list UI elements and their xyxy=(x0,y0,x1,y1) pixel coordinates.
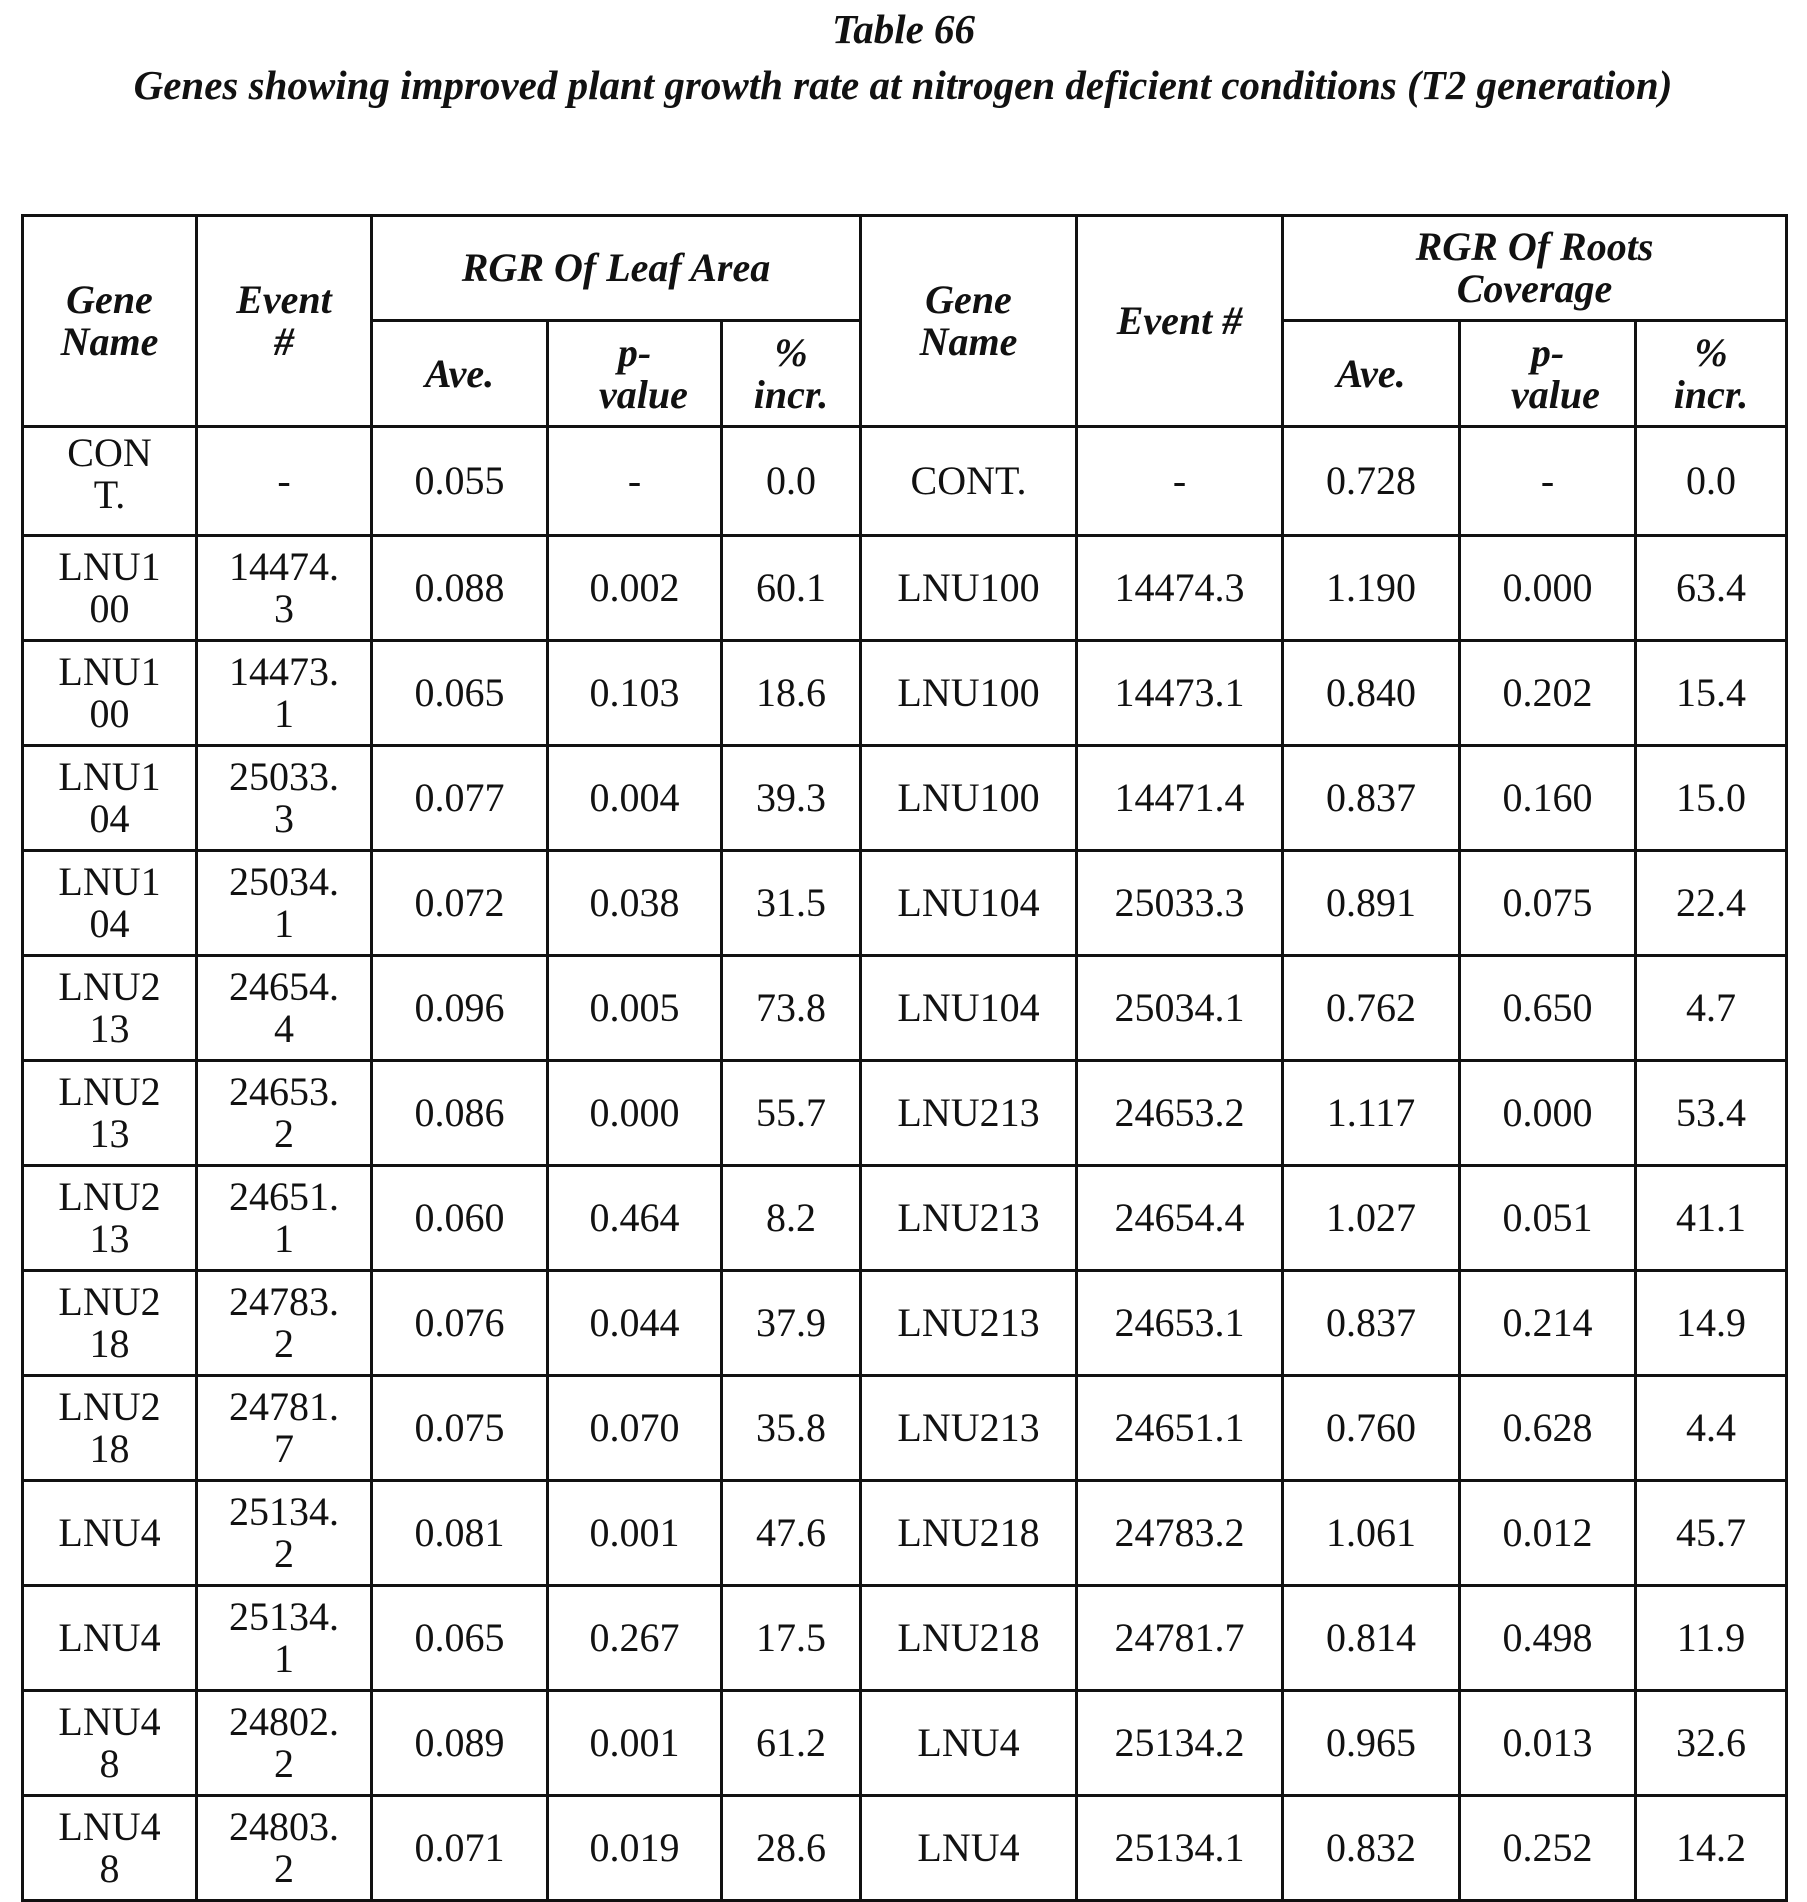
cell-pvalue-leaf: - xyxy=(548,427,722,536)
table-caption: Genes showing improved plant growth rate at nitrogen deficient conditions (T2 generation) xyxy=(53,58,1753,113)
cell-pvalue-leaf: 0.001 xyxy=(548,1481,722,1586)
cell-gene-name-right: LNU100 xyxy=(861,536,1077,641)
cell-gene-name-left: LNU104 xyxy=(23,746,197,851)
cell-event-right: 14474.3 xyxy=(1077,536,1283,641)
table-row xyxy=(23,1691,1787,1796)
cell-pvalue-roots: 0.075 xyxy=(1460,851,1636,956)
cell-gene-name-left: LNU218 xyxy=(23,1271,197,1376)
cell-pvalue-leaf: 0.044 xyxy=(548,1271,722,1376)
cell-pvalue-roots: 0.202 xyxy=(1460,641,1636,746)
table-row xyxy=(23,536,1787,641)
cell-incr-leaf: 73.8 xyxy=(722,956,861,1061)
cell-incr-roots: 14.9 xyxy=(1636,1271,1787,1376)
cell-pvalue-leaf: 0.103 xyxy=(548,641,722,746)
cell-pvalue-leaf: 0.004 xyxy=(548,746,722,851)
table-row xyxy=(23,1376,1787,1481)
cell-ave-leaf: 0.076 xyxy=(372,1271,548,1376)
cell-event-right: 24653.1 xyxy=(1077,1271,1283,1376)
cell-gene-name-right: CONT. xyxy=(861,427,1077,536)
header-gene-name-left: Gene Name xyxy=(23,216,197,427)
cell-event-left: 25033.3 xyxy=(197,746,372,851)
table-row xyxy=(23,641,1787,746)
cell-event-left: 24802.2 xyxy=(197,1691,372,1796)
cell-incr-leaf: 18.6 xyxy=(722,641,861,746)
cell-event-left: 24651.1 xyxy=(197,1166,372,1271)
cell-ave-roots: 1.061 xyxy=(1283,1481,1460,1586)
cell-ave-leaf: 0.077 xyxy=(372,746,548,851)
cell-incr-leaf: 17.5 xyxy=(722,1586,861,1691)
cell-incr-roots: 15.4 xyxy=(1636,641,1787,746)
cell-ave-roots: 1.027 xyxy=(1283,1166,1460,1271)
cell-incr-roots: 4.7 xyxy=(1636,956,1787,1061)
cell-gene-name-left: LNU48 xyxy=(23,1691,197,1796)
table-row xyxy=(23,746,1787,851)
cell-ave-roots: 0.728 xyxy=(1283,427,1460,536)
cell-pvalue-leaf: 0.464 xyxy=(548,1166,722,1271)
header-pvalue-leaf: p-value xyxy=(548,321,722,427)
cell-gene-name-left: LNU213 xyxy=(23,956,197,1061)
cell-incr-leaf: 31.5 xyxy=(722,851,861,956)
cell-gene-name-left: CONT. xyxy=(23,427,197,536)
table-row xyxy=(23,1061,1787,1166)
cell-incr-roots: 32.6 xyxy=(1636,1691,1787,1796)
table-row xyxy=(23,956,1787,1061)
cell-pvalue-leaf: 0.019 xyxy=(548,1796,722,1901)
header-rgr-leaf-area: RGR Of Leaf Area xyxy=(372,216,861,321)
cell-gene-name-left: LNU213 xyxy=(23,1166,197,1271)
header-incr-leaf: % incr. xyxy=(722,321,861,427)
cell-event-left: 14473.1 xyxy=(197,641,372,746)
cell-incr-leaf: 0.0 xyxy=(722,427,861,536)
cell-gene-name-right: LNU213 xyxy=(861,1166,1077,1271)
cell-ave-leaf: 0.055 xyxy=(372,427,548,536)
cell-ave-leaf: 0.071 xyxy=(372,1796,548,1901)
cell-pvalue-roots: 0.000 xyxy=(1460,536,1636,641)
cell-pvalue-roots: 0.214 xyxy=(1460,1271,1636,1376)
cell-event-right: 24651.1 xyxy=(1077,1376,1283,1481)
cell-incr-roots: 14.2 xyxy=(1636,1796,1787,1901)
table-row xyxy=(23,851,1787,956)
cell-pvalue-leaf: 0.002 xyxy=(548,536,722,641)
cell-ave-roots: 0.814 xyxy=(1283,1586,1460,1691)
cell-ave-roots: 1.117 xyxy=(1283,1061,1460,1166)
table-row xyxy=(23,1271,1787,1376)
cell-ave-roots: 0.832 xyxy=(1283,1796,1460,1901)
table-title: Table 66 xyxy=(0,2,1807,57)
cell-ave-leaf: 0.089 xyxy=(372,1691,548,1796)
cell-event-right: 24653.2 xyxy=(1077,1061,1283,1166)
cell-pvalue-leaf: 0.267 xyxy=(548,1586,722,1691)
cell-event-left: 14474.3 xyxy=(197,536,372,641)
cell-event-left: 24781.7 xyxy=(197,1376,372,1481)
cell-gene-name-left: LNU4 xyxy=(23,1586,197,1691)
cell-ave-roots: 0.760 xyxy=(1283,1376,1460,1481)
cell-gene-name-right: LNU100 xyxy=(861,641,1077,746)
cell-event-left: 24783.2 xyxy=(197,1271,372,1376)
cell-incr-leaf: 28.6 xyxy=(722,1796,861,1901)
cell-gene-name-left: LNU4 xyxy=(23,1481,197,1586)
table-row xyxy=(23,427,1787,536)
header-event-left: Event # xyxy=(197,216,372,427)
header-pvalue-roots: p-value xyxy=(1460,321,1636,427)
cell-incr-roots: 22.4 xyxy=(1636,851,1787,956)
cell-event-left: 25134.1 xyxy=(197,1586,372,1691)
cell-pvalue-roots: 0.051 xyxy=(1460,1166,1636,1271)
cell-incr-leaf: 55.7 xyxy=(722,1061,861,1166)
cell-pvalue-leaf: 0.000 xyxy=(548,1061,722,1166)
cell-ave-leaf: 0.088 xyxy=(372,536,548,641)
cell-event-right: 25134.2 xyxy=(1077,1691,1283,1796)
cell-incr-roots: 11.9 xyxy=(1636,1586,1787,1691)
cell-ave-leaf: 0.060 xyxy=(372,1166,548,1271)
cell-gene-name-right: LNU213 xyxy=(861,1376,1077,1481)
cell-incr-roots: 63.4 xyxy=(1636,536,1787,641)
cell-pvalue-roots: 0.252 xyxy=(1460,1796,1636,1901)
cell-ave-leaf: 0.086 xyxy=(372,1061,548,1166)
cell-incr-roots: 0.0 xyxy=(1636,427,1787,536)
cell-event-left: 24654.4 xyxy=(197,956,372,1061)
cell-ave-leaf: 0.065 xyxy=(372,1586,548,1691)
cell-event-left: 24803.2 xyxy=(197,1796,372,1901)
cell-gene-name-left: LNU218 xyxy=(23,1376,197,1481)
cell-gene-name-left: LNU104 xyxy=(23,851,197,956)
cell-gene-name-left: LNU213 xyxy=(23,1061,197,1166)
cell-incr-leaf: 8.2 xyxy=(722,1166,861,1271)
cell-gene-name-right: LNU213 xyxy=(861,1061,1077,1166)
cell-ave-roots: 0.837 xyxy=(1283,746,1460,851)
cell-incr-roots: 4.4 xyxy=(1636,1376,1787,1481)
cell-gene-name-right: LNU218 xyxy=(861,1481,1077,1586)
cell-event-right: 25034.1 xyxy=(1077,956,1283,1061)
cell-incr-leaf: 35.8 xyxy=(722,1376,861,1481)
cell-incr-roots: 15.0 xyxy=(1636,746,1787,851)
cell-ave-roots: 0.891 xyxy=(1283,851,1460,956)
cell-incr-roots: 45.7 xyxy=(1636,1481,1787,1586)
cell-gene-name-right: LNU213 xyxy=(861,1271,1077,1376)
table-row xyxy=(23,1481,1787,1586)
cell-pvalue-roots: 0.498 xyxy=(1460,1586,1636,1691)
cell-event-left: 25134.2 xyxy=(197,1481,372,1586)
cell-gene-name-right: LNU4 xyxy=(861,1691,1077,1796)
cell-pvalue-roots: 0.012 xyxy=(1460,1481,1636,1586)
cell-ave-leaf: 0.075 xyxy=(372,1376,548,1481)
cell-gene-name-right: LNU104 xyxy=(861,851,1077,956)
cell-pvalue-roots: 0.650 xyxy=(1460,956,1636,1061)
cell-pvalue-roots: 0.013 xyxy=(1460,1691,1636,1796)
cell-gene-name-left: LNU100 xyxy=(23,536,197,641)
cell-event-left: 25034.1 xyxy=(197,851,372,956)
cell-incr-roots: 41.1 xyxy=(1636,1166,1787,1271)
cell-ave-roots: 0.762 xyxy=(1283,956,1460,1061)
cell-gene-name-right: LNU4 xyxy=(861,1796,1077,1901)
cell-event-right: - xyxy=(1077,427,1283,536)
cell-incr-leaf: 60.1 xyxy=(722,536,861,641)
cell-gene-name-left: LNU48 xyxy=(23,1796,197,1901)
cell-incr-roots: 53.4 xyxy=(1636,1061,1787,1166)
cell-pvalue-leaf: 0.038 xyxy=(548,851,722,956)
cell-event-left: - xyxy=(197,427,372,536)
header-ave-leaf: Ave. xyxy=(372,321,548,427)
header-gene-name-right: Gene Name xyxy=(861,216,1077,427)
cell-ave-leaf: 0.072 xyxy=(372,851,548,956)
cell-ave-leaf: 0.065 xyxy=(372,641,548,746)
cell-ave-roots: 0.840 xyxy=(1283,641,1460,746)
cell-ave-leaf: 0.081 xyxy=(372,1481,548,1586)
cell-gene-name-right: LNU104 xyxy=(861,956,1077,1061)
cell-event-right: 24783.2 xyxy=(1077,1481,1283,1586)
cell-incr-leaf: 37.9 xyxy=(722,1271,861,1376)
cell-event-right: 14471.4 xyxy=(1077,746,1283,851)
cell-pvalue-roots: 0.628 xyxy=(1460,1376,1636,1481)
cell-pvalue-roots: 0.000 xyxy=(1460,1061,1636,1166)
cell-gene-name-right: LNU100 xyxy=(861,746,1077,851)
cell-pvalue-leaf: 0.070 xyxy=(548,1376,722,1481)
table-row xyxy=(23,1796,1787,1901)
cell-event-right: 14473.1 xyxy=(1077,641,1283,746)
header-event-right: Event # xyxy=(1077,216,1283,427)
header-incr-roots: % incr. xyxy=(1636,321,1787,427)
cell-ave-roots: 1.190 xyxy=(1283,536,1460,641)
cell-event-left: 24653.2 xyxy=(197,1061,372,1166)
cell-pvalue-leaf: 0.005 xyxy=(548,956,722,1061)
table-row xyxy=(23,1586,1787,1691)
cell-incr-leaf: 39.3 xyxy=(722,746,861,851)
cell-incr-leaf: 47.6 xyxy=(722,1481,861,1586)
cell-gene-name-right: LNU218 xyxy=(861,1586,1077,1691)
header-rgr-roots-coverage: RGR Of Roots Coverage xyxy=(1283,216,1787,321)
cell-event-right: 24654.4 xyxy=(1077,1166,1283,1271)
cell-pvalue-roots: 0.160 xyxy=(1460,746,1636,851)
cell-incr-leaf: 61.2 xyxy=(722,1691,861,1796)
data-table xyxy=(21,214,1788,1902)
table-row xyxy=(23,1166,1787,1271)
cell-ave-roots: 0.837 xyxy=(1283,1271,1460,1376)
cell-pvalue-leaf: 0.001 xyxy=(548,1691,722,1796)
cell-event-right: 25033.3 xyxy=(1077,851,1283,956)
cell-ave-leaf: 0.096 xyxy=(372,956,548,1061)
cell-pvalue-roots: - xyxy=(1460,427,1636,536)
cell-gene-name-left: LNU100 xyxy=(23,641,197,746)
header-ave-roots: Ave. xyxy=(1283,321,1460,427)
cell-event-right: 24781.7 xyxy=(1077,1586,1283,1691)
cell-event-right: 25134.1 xyxy=(1077,1796,1283,1901)
cell-ave-roots: 0.965 xyxy=(1283,1691,1460,1796)
